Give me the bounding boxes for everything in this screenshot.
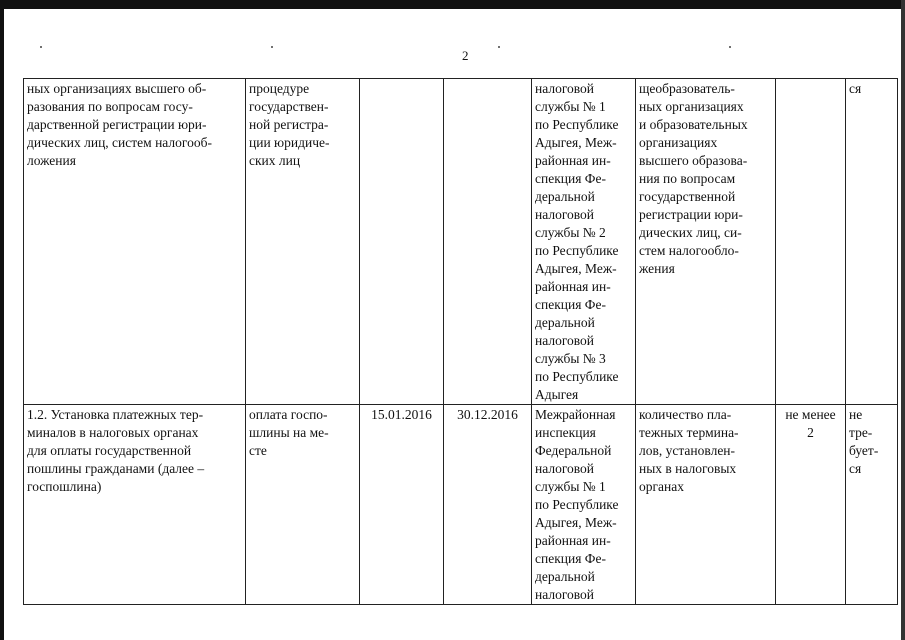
table-cell-executor: налоговой службы № 1 по Республике Адыгея, Меж- районная ин- спекция Фе- деральной налоговой службы № 2 по Республике Адыгея, Меж- районная ин- спекция Фе- деральной налоговой службы № 3 по Республике Адыгея [532, 79, 636, 405]
table-cell-executor: Межрайонная инспекция Федеральной налоговой службы № 1 по Республике Адыгея, Меж- районная ин- спекция Фе- деральной налоговой [532, 405, 636, 605]
table-cell-indicator: щеобразователь- ных организациях и образовательных организациях высшего образова- ния по вопросам государственной регистрации юри- дических лиц, си- стем налогообло- жения [636, 79, 776, 405]
table-cell-value: не менее 2 [776, 405, 846, 605]
table-cell-end-date [444, 79, 532, 405]
scan-right-border [901, 0, 905, 640]
table-cell-start-date [360, 79, 444, 405]
document-table [23, 78, 898, 605]
scan-speck [271, 46, 273, 48]
table-cell-start-date: 15.01.2016 [360, 405, 444, 605]
table-cell-funding: не тре- бует- ся [846, 405, 898, 605]
table-cell-result: оплата госпо- шлины на ме- сте [246, 405, 360, 605]
scan-speck [40, 46, 42, 48]
scan-top-border [0, 0, 905, 9]
table-row [24, 79, 898, 405]
scan-speck [498, 46, 500, 48]
table-cell-result: процедуре государствен- ной регистра- ции юридиче- ских лиц [246, 79, 360, 405]
table-cell-event: 1.2. Установка платежных тер- миналов в налоговых органах для оплаты государственной пошлины гражданами (далее – госпошлина) [24, 405, 246, 605]
table-cell-funding: ся [846, 79, 898, 405]
page-number: 2 [462, 48, 469, 63]
table-row [24, 405, 898, 605]
scan-left-border [0, 0, 4, 640]
table-cell-event: ных организациях высшего об- разования по вопросам госу- дарственной регистрации юри- дических лиц, систем налогооб- ложения [24, 79, 246, 405]
table-cell-end-date: 30.12.2016 [444, 405, 532, 605]
scan-speck [729, 46, 731, 48]
table-cell-value [776, 79, 846, 405]
table-cell-indicator: количество пла- тежных термина- лов, установлен- ных в налоговых органах [636, 405, 776, 605]
